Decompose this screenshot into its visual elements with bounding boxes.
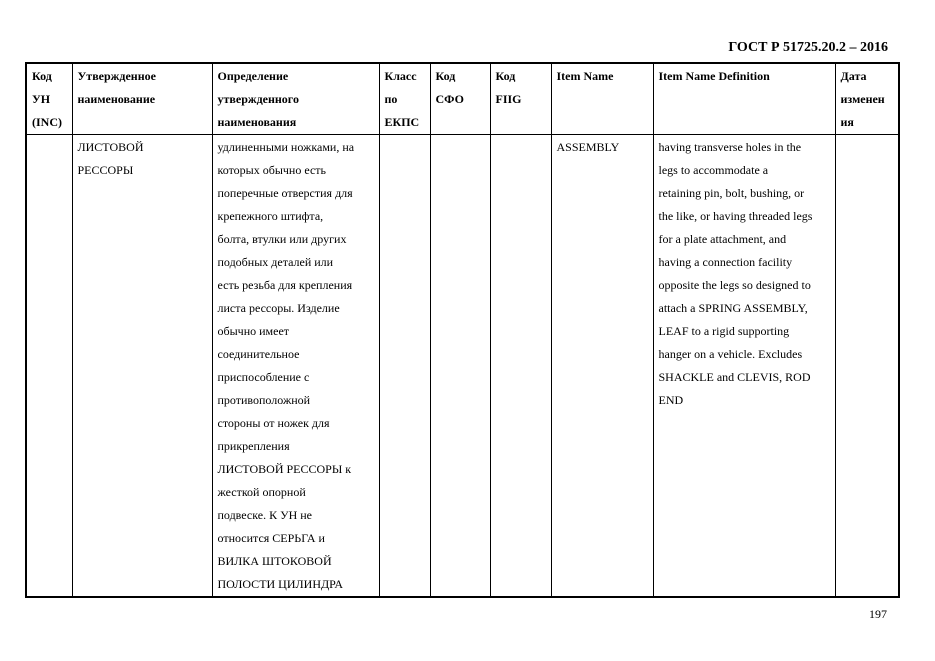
header-name-definition: Определение утвержденного наименования <box>212 63 379 135</box>
cell-change-date <box>835 135 899 598</box>
header-inc-code: Код УН (INC) <box>26 63 72 135</box>
header-approved-name: Утвержденное наименование <box>72 63 212 135</box>
cell-ekps-class <box>379 135 430 598</box>
header-row <box>26 63 899 135</box>
cell-item-name: ASSEMBLY <box>551 135 653 598</box>
approved-names-table <box>25 62 900 598</box>
header-change-date: Дата изменен ия <box>835 63 899 135</box>
cell-inc-code <box>26 135 72 598</box>
header-fiig-code: Код FIIG <box>490 63 551 135</box>
cell-approved-name: ЛИСТОВОЙ РЕССОРЫ <box>72 135 212 598</box>
cell-fiig-code <box>490 135 551 598</box>
header-item-name: Item Name <box>551 63 653 135</box>
page-number: 197 <box>869 607 887 621</box>
document-code: ГОСТ Р 51725.20.2 – 2016 <box>728 40 888 55</box>
table-row <box>26 135 899 598</box>
cell-sfo-code <box>430 135 490 598</box>
header-sfo-code: Код СФО <box>430 63 490 135</box>
cell-name-definition: удлиненными ножками, на которых обычно есть поперечные отверстия для крепежного штифта, болта, втулки или других подобных деталей или есть резьба для крепления листа рессоры. Изделие обычно имеет соединительное приспособление с противоположной стороны от ножек для прикрепления ЛИСТОВОЙ РЕССОРЫ к жесткой опорной подвеске. К УН не относится СЕРЬГА и ВИЛКА ШТОКОВОЙ ПОЛОСТИ ЦИЛИНДРА <box>212 135 379 598</box>
header-ekps-class: Класс по ЕКПС <box>379 63 430 135</box>
cell-item-name-definition: having transverse holes in the legs to accommodate a retaining pin, bolt, bushing, or the like, or having threaded legs for a plate attachment, and having a connection facility opposite the legs so designed to attach a SPRING ASSEMBLY, LEAF to a rigid supporting hanger on a vehicle. Excludes SHACKLE and CLEVIS, ROD END <box>653 135 835 598</box>
header-item-name-definition: Item Name Definition <box>653 63 835 135</box>
